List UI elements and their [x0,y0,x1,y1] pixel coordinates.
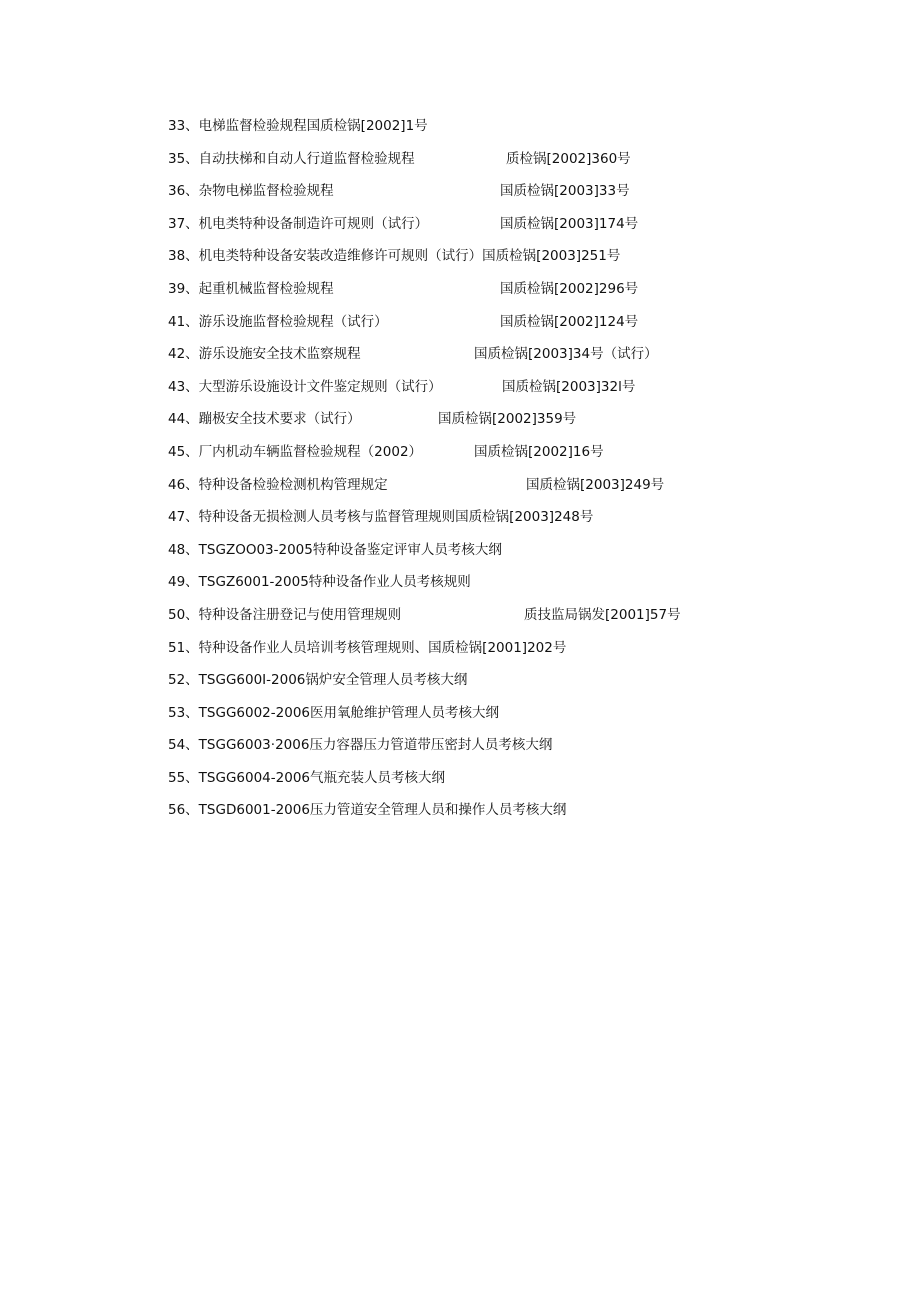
list-item [168,212,728,245]
item-reference: 国质检锅[2003]249号 [526,476,665,493]
item-reference: 国质检锅[2003]33号 [500,183,630,200]
list-item [168,505,728,538]
item-title: 37、机电类特种设备制造许可规则（试行） [168,215,429,232]
item-title: 33、电梯监督检验规程国质检锅[2002]1号 [168,118,428,134]
item-title: 45、厂内机动车辆监督检验规程（2002） [168,443,423,460]
item-title: 56、TSGD6001-2006压力管道安全管理人员和操作人员考核大纲 [168,802,567,819]
list-item [168,277,728,310]
list-item [168,766,728,799]
item-title: 53、TSGG6002-2006医用氧舱维护管理人员考核大纲 [168,704,500,721]
item-title: 51、特种设备作业人员培训考核管理规则、国质检锅[2001]202号 [168,639,567,656]
list-item [168,668,728,701]
item-title: 47、特种设备无损检测人员考核与监督管理规则国质检锅[2003]248号 [168,509,594,526]
list-item [168,407,728,440]
list-item [168,375,728,408]
item-title: 36、杂物电梯监督检验规程 [168,183,334,200]
item-reference: 国质检锅[2003]174号 [500,215,639,232]
item-title: 42、游乐设施安全技术监察规程 [168,346,361,363]
item-reference: 国质检锅[2002]16号 [474,443,604,460]
item-reference: 质技监局锅发[2001]57号 [524,606,681,623]
list-item [168,538,728,571]
list-item [168,114,728,147]
list-item [168,603,728,636]
item-reference: 国质检锅[2003]32l号 [502,378,636,395]
list-item [168,701,728,734]
item-title: 48、TSGZOO03-2005特种设备鉴定评审人员考核大纲 [168,541,502,558]
item-title: 41、游乐设施监督检验规程（试行） [168,313,388,330]
item-title: 49、TSGZ6001-2005特种设备作业人员考核规则 [168,574,471,591]
item-title: 44、蹦极安全技术要求（试行） [168,411,361,428]
list-item [168,179,728,212]
item-reference: 质检锅[2002]360号 [506,150,631,167]
list-item [168,733,728,766]
list-item [168,310,728,343]
item-title: 43、大型游乐设施设计文件鉴定规则（试行） [168,378,442,395]
item-title: 38、机电类特种设备安装改造维修许可规则（试行）国质检锅[2003]251号 [168,248,621,265]
item-title: 35、自动扶梯和自动人行道监督检验规程 [168,150,415,167]
regulation-list [168,114,728,831]
list-item [168,570,728,603]
list-item [168,244,728,277]
item-title: 39、起重机械监督检验规程 [168,280,334,297]
item-title: 50、特种设备注册登记与使用管理规则 [168,606,402,623]
item-title: 52、TSGG600I-2006锅炉安全管理人员考核大纲 [168,672,468,689]
list-item [168,636,728,669]
item-reference: 国质检锅[2003]34号（试行） [474,346,658,363]
item-title: 54、TSGG6003·2006压力容器压力管道带压密封人员考核大纲 [168,737,553,754]
item-title: 46、特种设备检验检测机构管理规定 [168,476,388,493]
list-item [168,798,728,831]
list-item [168,342,728,375]
item-reference: 国质检锅[2002]359号 [438,411,577,428]
item-title: 55、TSGG6004-2006气瓶充装人员考核大纲 [168,769,446,786]
list-item [168,440,728,473]
list-item [168,147,728,180]
list-item [168,473,728,506]
item-reference: 国质检锅[2002]296号 [500,280,639,297]
item-reference: 国质检锅[2002]124号 [500,313,639,330]
